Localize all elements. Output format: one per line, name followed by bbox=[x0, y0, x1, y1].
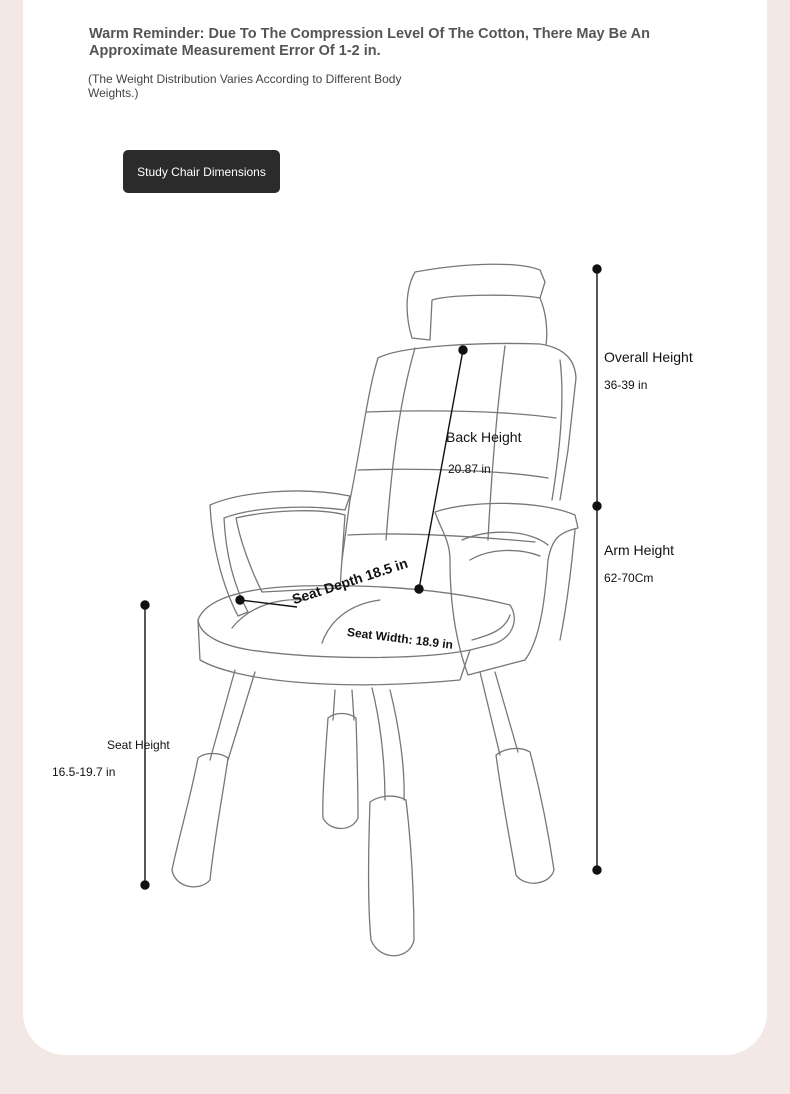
back-height-bottom-dot bbox=[415, 585, 423, 593]
arm-height-value: 62-70Cm bbox=[604, 571, 654, 585]
arm-height-label: Arm Height bbox=[604, 542, 675, 558]
study-chair-dimensions-badge: Study Chair Dimensions bbox=[123, 150, 280, 193]
back-height-top-dot bbox=[459, 346, 467, 354]
chair-illustration bbox=[172, 264, 578, 956]
weight-note-text: (The Weight Distribution Varies According to Different Body Weights.) bbox=[88, 72, 402, 100]
back-height-label: Back Height bbox=[446, 429, 522, 445]
seat-depth-label: Seat Depth 18.5 in bbox=[290, 554, 410, 608]
seat-height-bottom-dot bbox=[141, 881, 149, 889]
seat-width-label: Seat Width: 18.9 in bbox=[346, 625, 454, 652]
seat-height-label: Seat Height bbox=[107, 738, 170, 752]
overall-height-top-dot bbox=[593, 265, 601, 273]
overall-height-bottom-dot bbox=[593, 866, 601, 874]
seat-height-top-dot bbox=[141, 601, 149, 609]
seat-depth-dot bbox=[236, 596, 244, 604]
warm-reminder-text: Warm Reminder: Due To The Compression Level Of The Cotton, There May Be An Approximate Measurement Error Of 1-2 in. bbox=[89, 26, 651, 59]
overall-height-label: Overall Height bbox=[604, 349, 693, 365]
back-height-value: 20.87 in bbox=[448, 462, 491, 476]
overall-height-value: 36-39 in bbox=[604, 378, 648, 392]
seat-height-value: 16.5-19.7 in bbox=[52, 765, 116, 779]
seat-depth-line bbox=[240, 600, 297, 607]
arm-height-dot bbox=[593, 502, 601, 510]
